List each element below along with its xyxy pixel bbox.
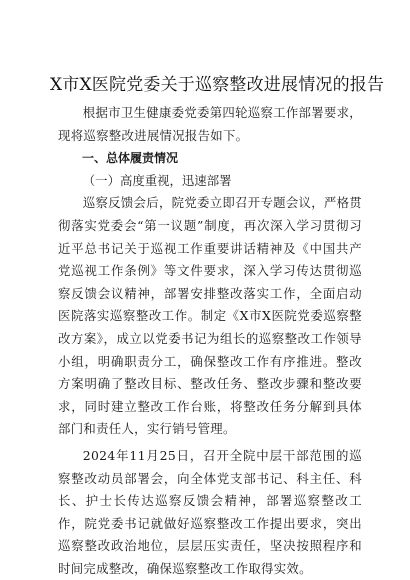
body-paragraph: 2024年11月25日，召开全院中层干部范围的巡察整改动员部署会，向全体党支部书记、科主任、科长、护士长传达巡察反馈会精神，部署巡察整改工作，院党委书记就做好巡察整改工作提出要求，突出巡察整改政治地位，层层压实责任，坚决按照程序和时间完成整改，确保巡察整改工作取得实效。 bbox=[58, 447, 362, 576]
section-heading: 一、总体履责情况 bbox=[82, 151, 179, 166]
document-title: X市X医院党委关于巡察整改进展情况的报告 bbox=[50, 75, 385, 95]
subsection-heading: （一）高度重视，迅速部署 bbox=[82, 172, 232, 188]
body-paragraph: 巡察反馈会后，院党委立即召开专题会议，严格贯彻落实党委会“第一议题”制度，再次深入学习贯彻习近平总书记关于巡视工作重要讲话精神及《中国共产党巡视工作条例》等文件要求，深入学习传达贯彻巡察反馈会议精神，部署安排整改落实工作，全面启动医院落实巡察整改工作。制定《X市X医院党委巡察整改方案》，成立以党委书记为组长的巡察整改工作领导小组，明确职责分工，确保整改工作有序推进。整改方案明确了整改目标、整改任务、整改步骤和整改要求，同时建立整改工作台账，将整改任务分解到具体部门和责任人，实行销号管理。 bbox=[58, 195, 362, 437]
intro-paragraph: 根据市卫生健康委党委第四轮巡察工作部署要求，现将巡察整改进展情况报告如下。 bbox=[58, 105, 362, 143]
